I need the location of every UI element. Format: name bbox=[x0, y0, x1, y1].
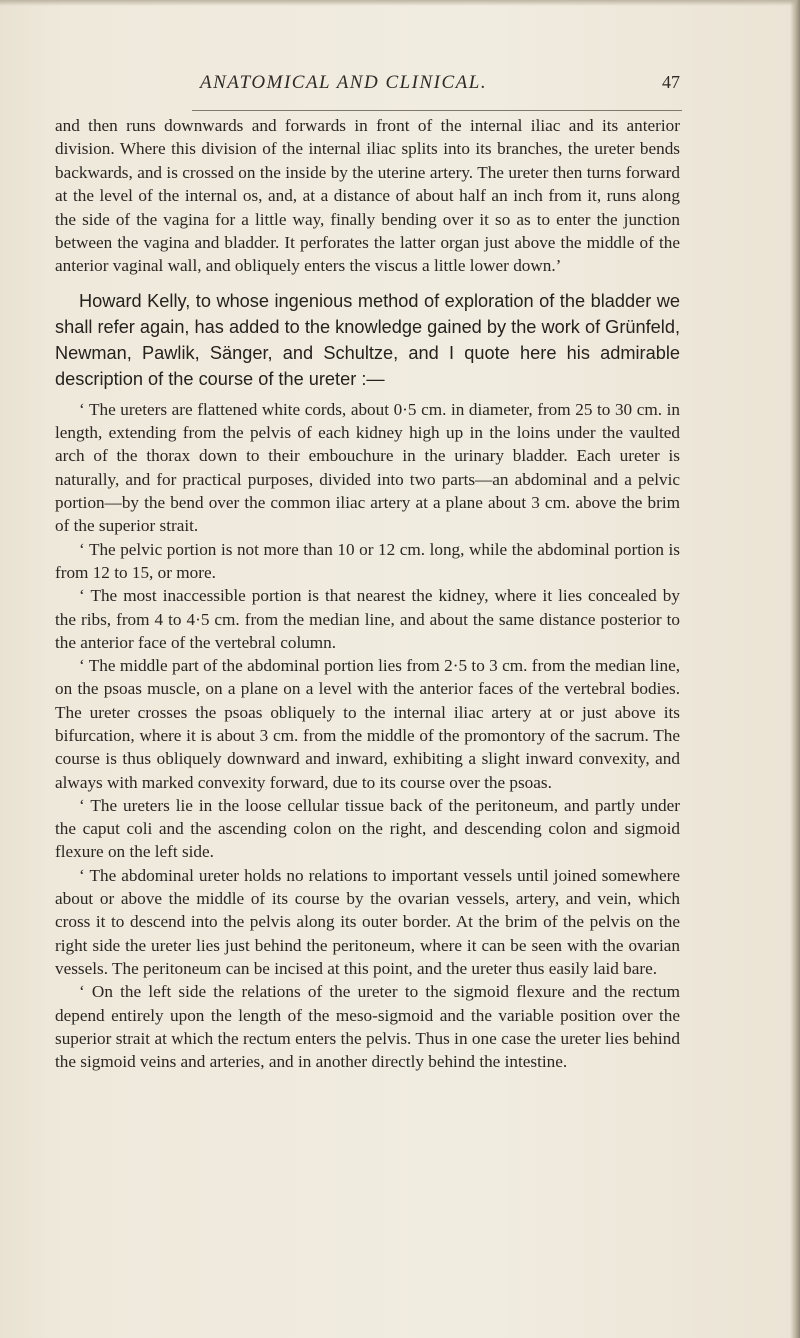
quote-paragraph-1: ‘ The ureters are flattened white cords, about 0·5 cm. in diameter, from 25 to 30 cm. in length, extending from the pelvis of each kidney high up in the loins under the vaulted arch of the thorax down to their embouchure in the urinary bladder. Each ureter is naturally, and for practical purposes, divided into two parts—an abdominal and a pelvic portion—by the bend over the common iliac artery at a plane about 3 cm. above the brim of the superior strait. bbox=[55, 399, 680, 536]
page-right-edge bbox=[790, 0, 800, 1338]
quote-paragraph-5: ‘ The ureters lie in the loose cellular tissue back of the peritoneum, and partly under the caput coli and the ascending colon on the right, and descending colon and sigmoid flexure on the left side. bbox=[55, 795, 680, 862]
page-top-shadow bbox=[0, 0, 800, 6]
paragraph-kelly-intro: Howard Kelly, to whose ingenious method of exploration of the bladder we shall refer again, has added to the knowledge gained by the work of Grünfeld, Newman, Pawlik, Sänger, and Schultze, and I quote here his admirable description of the course of the ureter :— bbox=[55, 290, 680, 389]
running-header: ANATOMICAL AND CLINICAL. bbox=[200, 72, 488, 93]
page-number: 47 bbox=[662, 72, 680, 92]
paragraph-continued: and then runs downwards and forwards in front of the internal iliac and its anterior division. Where this division of the internal iliac splits into its branches, the ureter bends backwards, and is crossed on the inside by the uterine artery. The ureter then turns forward at the level of the internal os, and, at a distance of about half an inch from it, runs along the side of the vagina for a little way, finally bending over it so as to enter the junction between the vagina and bladder. It perforates the latter organ just above the middle of the anterior vaginal wall, and obliquely enters the viscus a little lower down.’ bbox=[55, 116, 680, 276]
quote-paragraph-6: ‘ The abdominal ureter holds no relations to important vessels until joined somewhere about or above the middle of its course by the ovarian vessels, artery, and vein, which cross it to descend into the pelvis along its outer border. At the brim of the pelvis on the right side the ureter lies just behind the peritoneum, where it can be seen with the ovarian vessels. The peritoneum can be incised at this point, and the ureter thus easily laid bare. bbox=[55, 865, 680, 978]
quote-paragraph-4: ‘ The middle part of the abdominal portion lies from 2·5 to 3 cm. from the median line, on the psoas muscle, on a plane on a level with the anterior faces of the vertebral bodies. The ureter crosses the psoas obliquely to the internal iliac artery at or just above its bifurcation, where it is about 3 cm. from the middle of the promontory of the sacrum. The course is thus obliquely downward and inward, exhibiting a slight inward convexity, and always with marked convexity forward, due to its course over the psoas. bbox=[55, 656, 680, 792]
quote-paragraph-7: ‘ On the left side the relations of the ureter to the sigmoid flexure and the rectum depend entirely upon the length of the meso-sigmoid and the variable position over the superior strait at which the rectum enters the pelvis. Thus in one case the ureter lies behind the sigmoid veins and arteries, and in another directly behind the intestine. bbox=[55, 982, 680, 1072]
quote-paragraph-2: ‘ The pelvic portion is not more than 10 or 12 cm. long, while the abdominal portion is from 12 to 15, or more. bbox=[55, 539, 680, 582]
quote-paragraph-3: ‘ The most inaccessible portion is that nearest the kidney, where it lies concealed by the ribs, from 4 to 4·5 cm. from the median line, and about the same distance posterior to the anterior face of the vertebral column. bbox=[55, 586, 680, 652]
page-body bbox=[55, 114, 680, 1073]
header-rule bbox=[192, 110, 682, 111]
